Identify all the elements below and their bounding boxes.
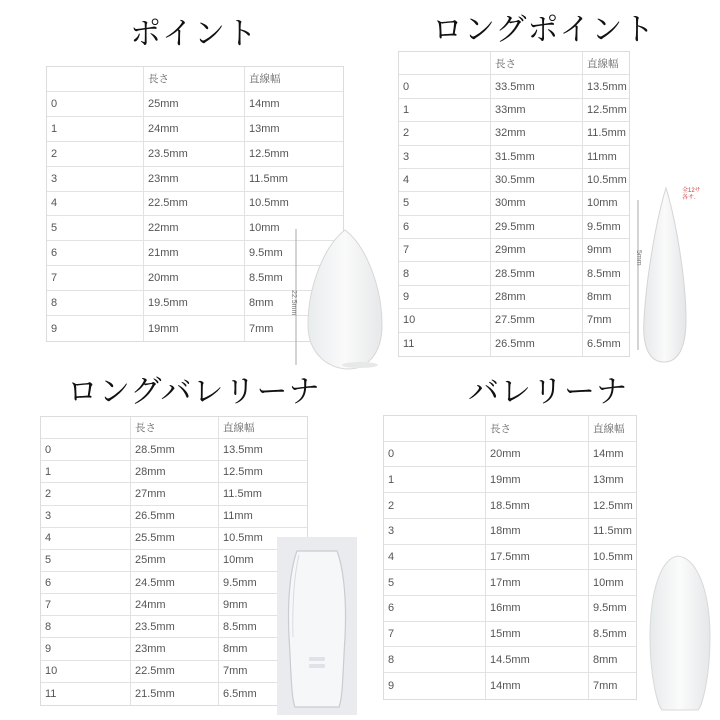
- cell-straight-width: 11.5mm: [587, 127, 626, 140]
- cell-size-number: 4: [384, 545, 486, 570]
- table-row: [399, 239, 629, 262]
- cell-length: 28.5mm: [131, 439, 219, 460]
- cell-straight-width: 10mm: [249, 222, 280, 235]
- cell-straight-width: 9mm: [223, 598, 248, 611]
- cell-size-number: 4: [399, 169, 491, 191]
- cell-size-number: 2: [399, 122, 491, 144]
- cell-straight-width: 10.5mm: [587, 174, 627, 187]
- cell-size-number: 11: [399, 333, 491, 356]
- cell-length: 23mm: [144, 167, 245, 191]
- table-row: [47, 192, 343, 217]
- cell-straight-width: 9.5mm: [249, 247, 283, 260]
- cell-straight-width: 6.5mm: [223, 687, 257, 700]
- table-row: [384, 570, 636, 596]
- table-row: [399, 262, 629, 285]
- cell-straight-width: 11.5mm: [223, 487, 262, 500]
- nail-tip-ballerina-photo: [640, 548, 720, 718]
- cell-length: 23mm: [131, 638, 219, 659]
- table-header-row: [399, 52, 629, 75]
- table-row: [47, 117, 343, 142]
- cell-length: 18mm: [486, 519, 589, 544]
- cell-straight-width: 11.5mm: [249, 172, 288, 185]
- header-size-number: [41, 417, 131, 438]
- cell-length: 22.5mm: [131, 661, 219, 682]
- cell-size-number: 7: [399, 239, 491, 261]
- cell-straight-width: 10mm: [587, 197, 618, 210]
- ruler-label-long-point: 5mm: [635, 250, 642, 266]
- cell-size-number: 1: [384, 467, 486, 492]
- table-row: [399, 99, 629, 122]
- cell-straight-width: 12.5mm: [587, 103, 627, 116]
- cell-length: 25.5mm: [131, 528, 219, 549]
- cell-straight-width: 13mm: [593, 473, 624, 486]
- table-row: [399, 216, 629, 239]
- title-long-ballerina: ロングバレリーナ: [67, 374, 321, 410]
- cell-length: 20mm: [486, 442, 589, 467]
- cell-size-number: 9: [41, 638, 131, 659]
- cell-size-number: 7: [41, 594, 131, 615]
- cell-length: 28mm: [131, 461, 219, 482]
- table-row: [399, 192, 629, 215]
- cell-size-number: 6: [47, 241, 144, 265]
- table-header-row: [47, 67, 343, 92]
- header-length: 長さ: [486, 416, 589, 441]
- cell-length: 20mm: [144, 266, 245, 290]
- table-row: [384, 442, 636, 468]
- cell-size-number: 8: [41, 616, 131, 637]
- cell-length: 18.5mm: [486, 493, 589, 518]
- cell-straight-width: 10mm: [593, 576, 624, 589]
- table-row: [384, 545, 636, 571]
- cell-length: 26.5mm: [131, 506, 219, 527]
- table-row: [41, 638, 307, 660]
- cell-straight-width: 7mm: [593, 680, 618, 693]
- cell-straight-width: 7mm: [249, 322, 274, 335]
- cell-size-number: 2: [384, 493, 486, 518]
- cell-length: 32mm: [491, 122, 583, 144]
- header-straight-width: 直線幅: [223, 422, 255, 435]
- table-row: [41, 550, 307, 572]
- cell-straight-width: 9.5mm: [587, 220, 621, 233]
- size-table-long-point: [398, 51, 630, 357]
- table-header-row: [384, 416, 636, 442]
- table-row: [41, 616, 307, 638]
- cell-straight-width: 8mm: [249, 297, 274, 310]
- cell-straight-width: 12.5mm: [249, 147, 289, 160]
- cell-size-number: 8: [47, 291, 144, 315]
- table-row: [384, 647, 636, 673]
- header-length: 長さ: [491, 52, 583, 74]
- cell-length: 22.5mm: [144, 192, 245, 216]
- cell-length: 24mm: [144, 117, 245, 141]
- cell-straight-width: 8mm: [223, 642, 248, 655]
- cell-straight-width: 11.5mm: [593, 525, 632, 538]
- table-row: [41, 461, 307, 483]
- cell-length: 21mm: [144, 241, 245, 265]
- nail-tip-long-ballerina-photo: [277, 537, 357, 715]
- cell-straight-width: 10.5mm: [249, 197, 289, 210]
- cell-size-number: 9: [384, 673, 486, 699]
- table-row: [41, 528, 307, 550]
- table-row: [399, 146, 629, 169]
- cell-size-number: 10: [399, 309, 491, 331]
- table-row: [41, 483, 307, 505]
- cell-size-number: 0: [399, 75, 491, 97]
- header-size-number: [47, 67, 144, 91]
- cell-size-number: 1: [41, 461, 131, 482]
- cell-size-number: 1: [47, 117, 144, 141]
- cell-size-number: 3: [384, 519, 486, 544]
- cell-length: 17mm: [486, 570, 589, 595]
- header-length: 長さ: [131, 417, 219, 438]
- title-point: ポイント: [130, 16, 258, 52]
- cell-size-number: 5: [384, 570, 486, 595]
- cell-straight-width: 8mm: [593, 653, 618, 666]
- cell-straight-width: 8.5mm: [249, 272, 283, 285]
- ruler-label-point: 22.5mm: [290, 290, 297, 316]
- table-row: [399, 122, 629, 145]
- title-ballerina: バレリーナ: [468, 374, 628, 410]
- table-row: [399, 286, 629, 309]
- cell-length: 19.5mm: [144, 291, 245, 315]
- cell-size-number: 2: [41, 483, 131, 504]
- table-row: [47, 92, 343, 117]
- table-row: [384, 467, 636, 493]
- cell-length: 21.5mm: [131, 683, 219, 705]
- cell-size-number: 5: [41, 550, 131, 571]
- cell-length: 19mm: [144, 316, 245, 341]
- cell-size-number: 8: [399, 262, 491, 284]
- cell-size-number: 7: [384, 622, 486, 647]
- cell-length: 33mm: [491, 99, 583, 121]
- table-row: [384, 673, 636, 699]
- table-row: [399, 309, 629, 332]
- cell-size-number: 4: [47, 192, 144, 216]
- cell-size-number: 3: [399, 146, 491, 168]
- header-size-number: [384, 416, 486, 441]
- header-straight-width: 直線幅: [587, 57, 619, 70]
- cell-length: 23.5mm: [131, 616, 219, 637]
- cell-straight-width: 14mm: [593, 448, 624, 461]
- cell-straight-width: 10mm: [223, 554, 254, 567]
- cell-length: 14.5mm: [486, 647, 589, 672]
- table-row: [384, 596, 636, 622]
- cell-size-number: 8: [384, 647, 486, 672]
- table-row: [47, 142, 343, 167]
- size-tag-long-point: 全12サ 各サ.: [682, 188, 701, 201]
- cell-straight-width: 9mm: [587, 244, 612, 257]
- cell-straight-width: 12.5mm: [223, 465, 263, 478]
- nail-tip-point-photo: [290, 225, 390, 375]
- cell-straight-width: 12.5mm: [593, 499, 633, 512]
- nail-tip-long-point-photo: [628, 180, 688, 370]
- size-table-long-ballerina: [40, 416, 308, 706]
- table-row: [399, 75, 629, 98]
- cell-length: 27mm: [131, 483, 219, 504]
- table-row: [41, 572, 307, 594]
- table-row: [384, 519, 636, 545]
- cell-size-number: 7: [47, 266, 144, 290]
- cell-size-number: 2: [47, 142, 144, 166]
- cell-size-number: 11: [41, 683, 131, 705]
- table-row: [399, 169, 629, 192]
- cell-straight-width: 7mm: [587, 314, 612, 327]
- size-table-ballerina: [383, 415, 637, 700]
- table-row: [41, 506, 307, 528]
- cell-length: 22mm: [144, 216, 245, 240]
- cell-length: 29.5mm: [491, 216, 583, 238]
- cell-size-number: 3: [47, 167, 144, 191]
- cell-length: 28mm: [491, 286, 583, 308]
- table-row: [41, 661, 307, 683]
- cell-size-number: 6: [384, 596, 486, 621]
- cell-length: 25mm: [144, 92, 245, 116]
- cell-size-number: 4: [41, 528, 131, 549]
- table-row: [41, 594, 307, 616]
- table-row: [384, 493, 636, 519]
- cell-straight-width: 9.5mm: [223, 576, 257, 589]
- cell-size-number: 9: [47, 316, 144, 341]
- cell-straight-width: 13.5mm: [223, 443, 263, 456]
- header-straight-width: 直線幅: [249, 73, 281, 86]
- cell-straight-width: 10.5mm: [593, 550, 633, 563]
- cell-straight-width: 6.5mm: [587, 338, 621, 351]
- cell-length: 24mm: [131, 594, 219, 615]
- cell-length: 24.5mm: [131, 572, 219, 593]
- cell-length: 14mm: [486, 673, 589, 699]
- cell-length: 30mm: [491, 192, 583, 214]
- cell-length: 29mm: [491, 239, 583, 261]
- cell-size-number: 3: [41, 506, 131, 527]
- cell-straight-width: 11mm: [223, 510, 253, 523]
- table-row: [41, 439, 307, 461]
- header-length: 長さ: [144, 67, 245, 91]
- cell-size-number: 6: [41, 572, 131, 593]
- cell-straight-width: 8.5mm: [593, 628, 627, 641]
- table-row: [384, 622, 636, 648]
- cell-length: 28.5mm: [491, 262, 583, 284]
- cell-length: 15mm: [486, 622, 589, 647]
- cell-straight-width: 7mm: [223, 665, 248, 678]
- cell-length: 25mm: [131, 550, 219, 571]
- cell-length: 31.5mm: [491, 146, 583, 168]
- cell-size-number: 10: [41, 661, 131, 682]
- cell-size-number: 0: [41, 439, 131, 460]
- cell-straight-width: 8.5mm: [587, 267, 621, 280]
- cell-length: 23.5mm: [144, 142, 245, 166]
- cell-straight-width: 10.5mm: [223, 532, 263, 545]
- cell-size-number: 1: [399, 99, 491, 121]
- table-row: [47, 167, 343, 192]
- cell-size-number: 5: [47, 216, 144, 240]
- cell-length: 30.5mm: [491, 169, 583, 191]
- cell-length: 17.5mm: [486, 545, 589, 570]
- cell-length: 16mm: [486, 596, 589, 621]
- cell-straight-width: 11mm: [587, 150, 617, 163]
- cell-length: 26.5mm: [491, 333, 583, 356]
- cell-length: 19mm: [486, 467, 589, 492]
- cell-length: 33.5mm: [491, 75, 583, 97]
- table-row: [41, 683, 307, 705]
- cell-length: 27.5mm: [491, 309, 583, 331]
- header-straight-width: 直線幅: [593, 422, 625, 435]
- cell-straight-width: 13.5mm: [587, 80, 627, 93]
- table-row: [399, 333, 629, 356]
- table-header-row: [41, 417, 307, 439]
- cell-straight-width: 8mm: [587, 290, 612, 303]
- cell-straight-width: 14mm: [249, 97, 280, 110]
- cell-size-number: 6: [399, 216, 491, 238]
- header-size-number: [399, 52, 491, 74]
- cell-straight-width: 13mm: [249, 122, 280, 135]
- title-long-point: ロングポイント: [432, 12, 656, 48]
- cell-straight-width: 8.5mm: [223, 620, 257, 633]
- cell-straight-width: 9.5mm: [593, 602, 627, 615]
- cell-size-number: 0: [384, 442, 486, 467]
- cell-size-number: 5: [399, 192, 491, 214]
- cell-size-number: 9: [399, 286, 491, 308]
- cell-size-number: 0: [47, 92, 144, 116]
